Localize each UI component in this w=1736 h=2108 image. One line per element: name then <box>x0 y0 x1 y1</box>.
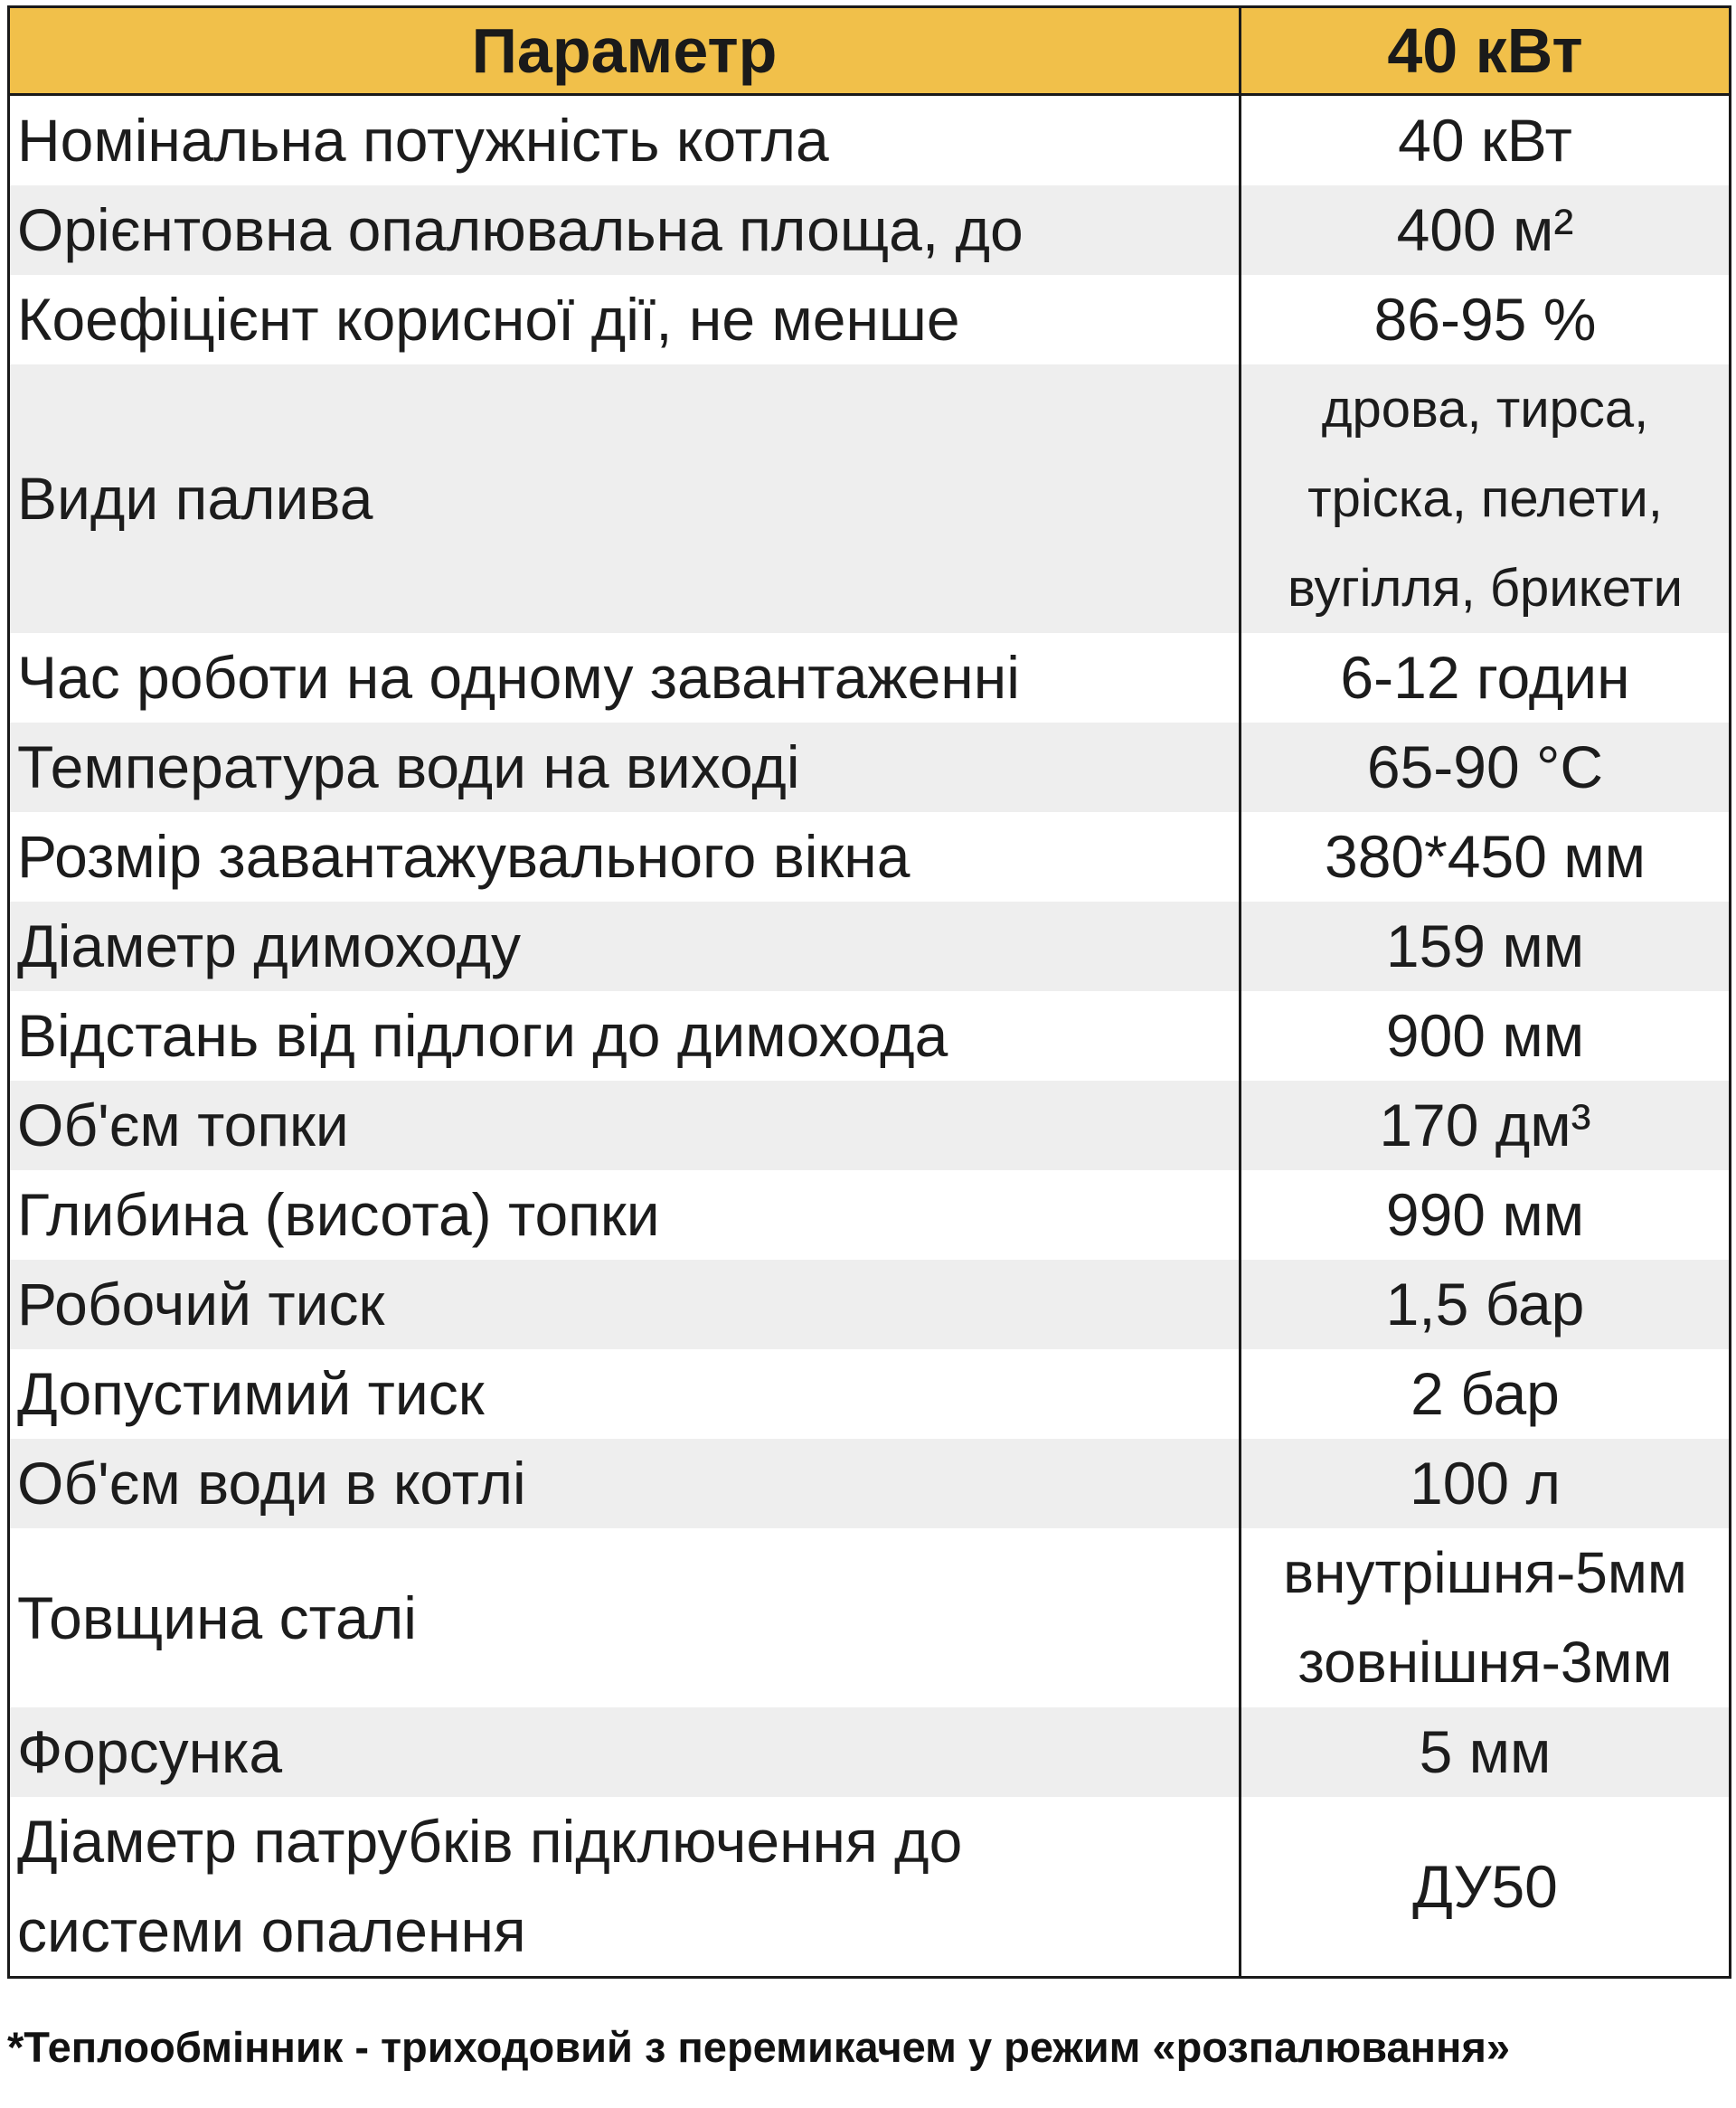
param-text: Розмір завантажувального вікна <box>17 823 910 890</box>
value-text: внутрішня-5мм <box>1283 1540 1687 1605</box>
value-text: 400 м² <box>1396 196 1574 263</box>
value-cell <box>1241 1260 1731 1349</box>
header-power: 40 кВт <box>1241 7 1731 95</box>
value-cell <box>1241 95 1731 186</box>
param-cell <box>9 95 1241 186</box>
value-cell <box>1241 902 1731 991</box>
value-cell <box>1241 1081 1731 1170</box>
table-row <box>9 364 1731 633</box>
param-text: Час роботи на одному завантаженні <box>17 644 1020 711</box>
value-cell <box>1241 185 1731 275</box>
value-text: тріска, пелети, <box>1307 469 1663 528</box>
param-text: Об'єм топки <box>17 1092 349 1158</box>
value-text: 5 мм <box>1419 1718 1552 1785</box>
table-row <box>9 1528 1731 1707</box>
param-cell <box>9 1170 1241 1260</box>
value-text: 170 дм³ <box>1379 1092 1591 1158</box>
param-text: Номінальна потужність котла <box>17 107 829 174</box>
table-row <box>9 1170 1731 1260</box>
param-text: Діаметр патрубків підключення до <box>17 1808 963 1875</box>
value-text: 159 мм <box>1385 912 1585 979</box>
value-cell <box>1241 633 1731 723</box>
table-row <box>9 723 1731 812</box>
param-cell <box>9 1349 1241 1439</box>
param-cell <box>9 633 1241 723</box>
param-text: Допустимий тиск <box>17 1360 485 1427</box>
table-row <box>9 1797 1731 1978</box>
value-text: 40 кВт <box>1398 107 1572 174</box>
table-row <box>9 1439 1731 1528</box>
table-row <box>9 812 1731 902</box>
value-text: 380*450 мм <box>1324 823 1646 890</box>
value-text: 990 мм <box>1385 1181 1585 1248</box>
param-text: Орієнтовна опалювальна площа, до <box>17 196 1024 263</box>
value-cell <box>1241 275 1731 364</box>
value-text: 6-12 годин <box>1340 644 1630 711</box>
param-text: Коефіцієнт корисної дії, не менше <box>17 286 960 353</box>
table-row <box>9 1349 1731 1439</box>
param-cell <box>9 1260 1241 1349</box>
value-text: 86-95 % <box>1373 286 1597 353</box>
value-text: ДУ50 <box>1412 1852 1558 1920</box>
param-text: Відстань від підлоги до димохода <box>17 1002 948 1069</box>
param-text: Діаметр димоходу <box>17 912 521 979</box>
param-cell <box>9 1528 1241 1707</box>
value-cell <box>1241 1349 1731 1439</box>
specifications-table <box>7 5 1731 1979</box>
param-cell <box>9 812 1241 902</box>
value-text: вугілля, брикети <box>1287 559 1684 618</box>
table-row <box>9 1707 1731 1797</box>
value-cell <box>1241 723 1731 812</box>
table-row <box>9 1081 1731 1170</box>
value-text: 100 л <box>1410 1450 1561 1517</box>
param-text: системи опалення <box>17 1897 526 1964</box>
param-cell <box>9 1797 1241 1978</box>
header-row <box>9 7 1731 95</box>
value-text: 65-90 °С <box>1366 733 1604 800</box>
param-cell <box>9 1707 1241 1797</box>
value-cell <box>1241 1439 1731 1528</box>
header-parameter: Параметр <box>9 7 1241 95</box>
value-cell <box>1241 1170 1731 1260</box>
param-cell <box>9 185 1241 275</box>
value-text: 1,5 бар <box>1385 1271 1585 1338</box>
table-row <box>9 991 1731 1081</box>
value-text: зовнішня-3мм <box>1297 1630 1673 1695</box>
param-cell <box>9 275 1241 364</box>
value-cell <box>1241 991 1731 1081</box>
param-cell <box>9 364 1241 633</box>
param-cell <box>9 902 1241 991</box>
value-text: 2 бар <box>1410 1360 1560 1427</box>
param-text: Товщина сталі <box>17 1583 417 1651</box>
table-row <box>9 95 1731 186</box>
value-text: дрова, тирса, <box>1321 380 1649 439</box>
table-row <box>9 1260 1731 1349</box>
value-cell <box>1241 1707 1731 1797</box>
param-text: Температура води на виході <box>17 733 800 800</box>
value-cell <box>1241 812 1731 902</box>
param-text: Форсунка <box>17 1718 283 1785</box>
param-text: Об'єм води в котлі <box>17 1450 526 1517</box>
table-row <box>9 185 1731 275</box>
param-cell <box>9 1439 1241 1528</box>
param-text: Види палива <box>17 465 373 532</box>
param-text: Робочий тиск <box>17 1271 385 1338</box>
table-row <box>9 902 1731 991</box>
value-cell <box>1241 1797 1731 1978</box>
param-cell <box>9 1081 1241 1170</box>
table-row <box>9 633 1731 723</box>
param-text: Глибина (висота) топки <box>17 1181 660 1248</box>
param-cell <box>9 723 1241 812</box>
value-text: 900 мм <box>1385 1002 1585 1069</box>
value-cell <box>1241 1528 1731 1707</box>
table-row <box>9 275 1731 364</box>
value-cell <box>1241 364 1731 633</box>
param-cell <box>9 991 1241 1081</box>
footnote: *Теплообмінник - триходовий з перемикачем у режим «розпалювання» <box>7 2023 1511 2071</box>
